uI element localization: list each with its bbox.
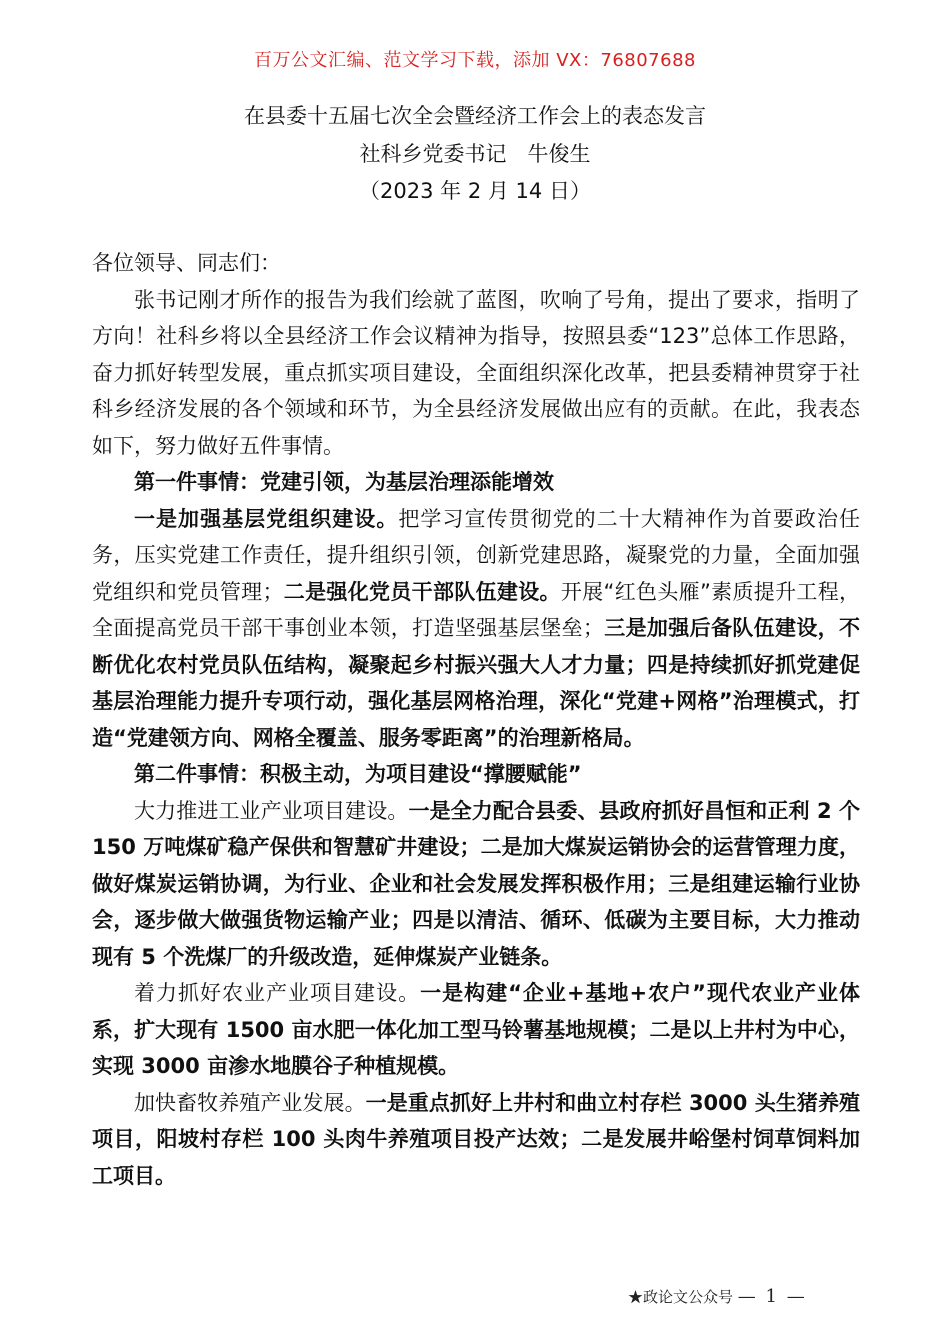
page-footer <box>628 1286 807 1307</box>
document-body <box>92 245 860 1194</box>
footer-source: ★政论文公众号 <box>628 1288 734 1306</box>
point-1-text: 把学习宣传贯彻党的二十大精神作为首要政治任务，压实党建工作责任，提升组织引领，创新党建思路，凝聚党的力量，全面加强党组织和党员管理； <box>92 506 860 604</box>
agricultural-points: 一是构建“企业+基地+农户”现代农业产业体系，扩大现有 1500 亩水肥一体化加工型马铃薯基地规模；二是以上井村为中心，实现 3000 亩渗水地膜谷子种植规模。 <box>92 981 861 1078</box>
download-banner: 百万公文汇编、范文学习下载，添加 VX：76807688 <box>254 50 696 71</box>
industrial-projects-paragraph <box>92 793 860 976</box>
page-number: — 1 — <box>737 1286 807 1307</box>
livestock-lead: 加快畜牧养殖产业发展。 <box>134 1090 366 1115</box>
document-title: 在县委十五届七次全会暨经济工作会上的表态发言 <box>244 104 706 128</box>
agricultural-projects-paragraph <box>92 975 860 1085</box>
industrial-lead: 大力推进工业产业项目建设。 <box>134 798 409 823</box>
intro-paragraph: 张书记刚才所作的报告为我们绘就了蓝图，吹响了号角，提出了要求，指明了方向！社科乡将以全县经济工作会议精神为指导，按照县委“123”总体工作思路，奋力抓好转型发展，重点抓实项目建设，全面组织深化改革，把县委精神贯穿于社科乡经济发展的各个领域和环节，为全县经济发展做出应有的贡献。在此，我表态如下，努力做好五件事情。 <box>92 287 860 458</box>
industrial-points: 一是全力配合县委、县政府抓好昌恒和正利 2 个 150 万吨煤矿稳产保供和智慧矿井建设；二是加大煤炭运销协会的运营管理力度，做好煤炭运销协调，为行业、企业和社会发展发挥积极作用；三是组建运输行业协会，逐步做大做强货物运输产业；四是以清洁、循环、低碳为主要目标，大力推动现有 5 个洗煤厂的升级改造，延伸煤炭产业链条。 <box>92 798 861 969</box>
section-1-heading: 第一件事情：党建引领，为基层治理添能增效 <box>134 470 554 494</box>
point-2-bold: 二是强化党员干部队伍建设。 <box>283 579 561 604</box>
document-date: （2023 年 2 月 14 日） <box>359 179 591 203</box>
salutation: 各位领导、同志们： <box>92 251 281 275</box>
point-3-4-bold: 三是加强后备队伍建设，不断优化农村党员队伍结构，凝聚起乡村振兴强大人才力量；四是持续抓好抓党建促基层治理能力提升专项行动，强化基层网格治理，深化“党建+网格”治理模式，打造“党建领方向、网格全覆盖、服务零距离”的治理新格局。 <box>92 616 861 750</box>
section-2-heading: 第二件事情：积极主动，为项目建设“撑腰赋能” <box>134 762 582 786</box>
point-1-bold: 一是加强基层党组织建设。 <box>134 506 399 531</box>
agricultural-lead: 着力抓好农业产业项目建设。 <box>134 981 421 1005</box>
livestock-paragraph <box>92 1085 860 1195</box>
livestock-points: 一是重点抓好上井村和曲立村存栏 3000 头生猪养殖项目，阳坡村存栏 100 头肉牛养殖项目投产达效；二是发展井峪堡村饲草饲料加工项目。 <box>92 1090 861 1188</box>
section-1-paragraph <box>92 501 860 757</box>
point-2-text: 开展“红色头雁”素质提升工程，全面提高党员干部干事创业本领，打造坚强基层堡垒； <box>92 579 861 640</box>
document-author: 社科乡党委书记 牛俊生 <box>359 142 591 166</box>
